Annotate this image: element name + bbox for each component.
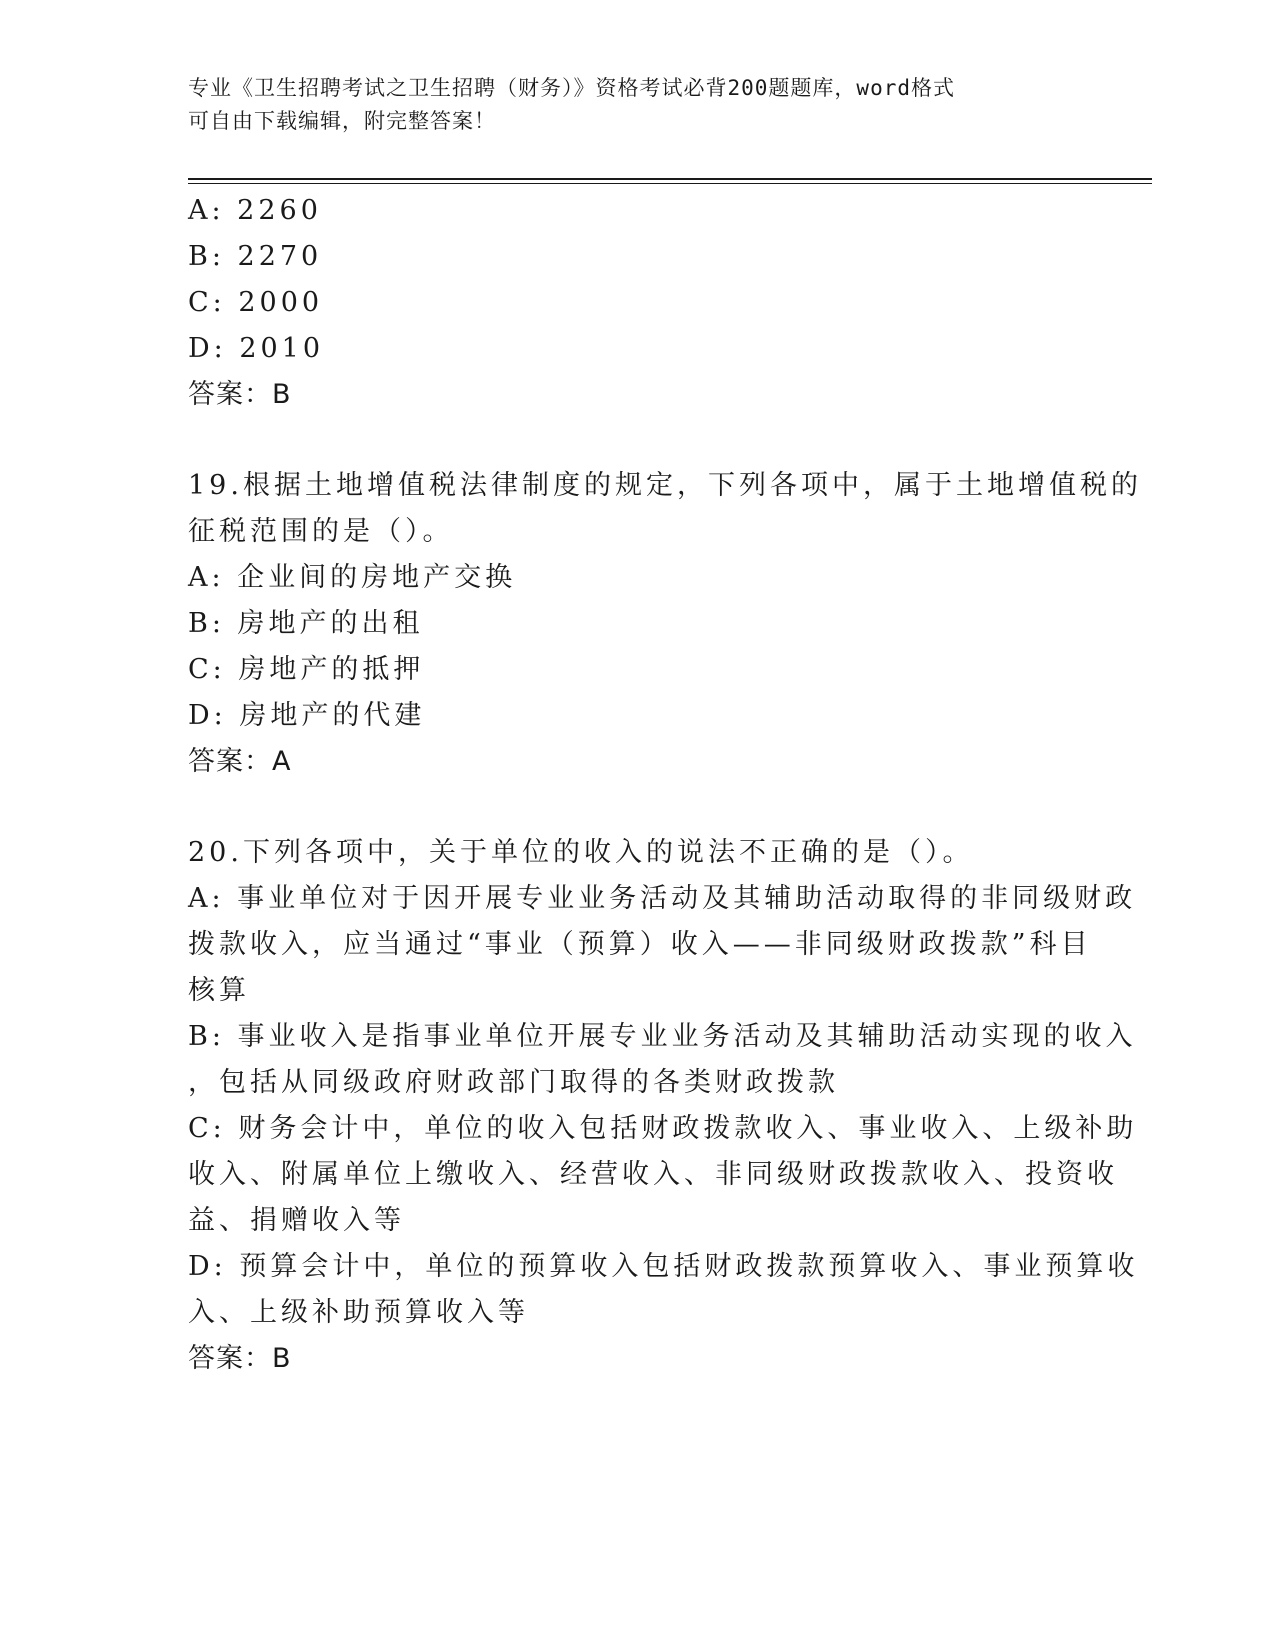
option-line: 核算 (188, 975, 250, 1006)
option-d: D: 房地产的代建 (188, 700, 426, 731)
header-line-1: 专业《卫生招聘考试之卫生招聘（财务）》资格考试必背200题题库，word格式 (188, 76, 955, 100)
question-list (188, 188, 1142, 1382)
question-20 (188, 830, 1139, 1382)
question-18 (188, 188, 1088, 418)
question-stem-line: 20.下列各项中，关于单位的收入的说法不正确的是（）。 (188, 837, 974, 868)
option-a: A: 2260 (188, 195, 322, 226)
option-line: 收入、附属单位上缴收入、经营收入、非同级财政拨款收入、投资收 (188, 1159, 1118, 1190)
answer: 答案：B (188, 379, 292, 410)
option-c: C: 2000 (188, 287, 324, 318)
answer: 答案：A (188, 746, 292, 777)
question-19 (188, 463, 1142, 785)
option-line: A: 事业单位对于因开展专业业务活动及其辅助活动取得的非同级财政 (188, 883, 1137, 914)
option-a: A: 企业间的房地产交换 (188, 562, 517, 593)
question-stem-line: 19.根据土地增值税法律制度的规定，下列各项中，属于土地增值税的 (188, 470, 1142, 501)
option-line: B: 事业收入是指事业单位开展专业业务活动及其辅助活动实现的收入 (188, 1021, 1137, 1052)
page-header (188, 72, 1068, 138)
option-line: 拨款收入，应当通过“事业（预算）收入——非同级财政拨款”科目 (188, 929, 1092, 960)
option-line: 入、上级补助预算收入等 (188, 1297, 529, 1328)
question-stem-line: 征税范围的是（）。 (188, 516, 454, 547)
option-line: C: 财务会计中，单位的收入包括财政拨款收入、事业收入、上级补助 (188, 1113, 1138, 1144)
header-rule-thick (188, 178, 1152, 180)
option-line: 益、捐赠收入等 (188, 1205, 405, 1236)
option-d: D: 2010 (188, 333, 325, 364)
spacer (188, 418, 1088, 463)
option-line: ，包括从同级政府财政部门取得的各类财政拨款 (188, 1067, 839, 1098)
header-line-2: 可自由下载编辑，附完整答案！ (188, 109, 496, 133)
spacer (188, 785, 1088, 830)
answer: 答案：B (188, 1343, 292, 1374)
option-line: D: 预算会计中，单位的预算收入包括财政拨款预算收入、事业预算收 (188, 1251, 1139, 1282)
option-b: B: 房地产的出租 (188, 608, 424, 639)
option-c: C: 房地产的抵押 (188, 654, 425, 685)
header-rule-thin (188, 183, 1152, 184)
option-b: B: 2270 (188, 241, 323, 272)
